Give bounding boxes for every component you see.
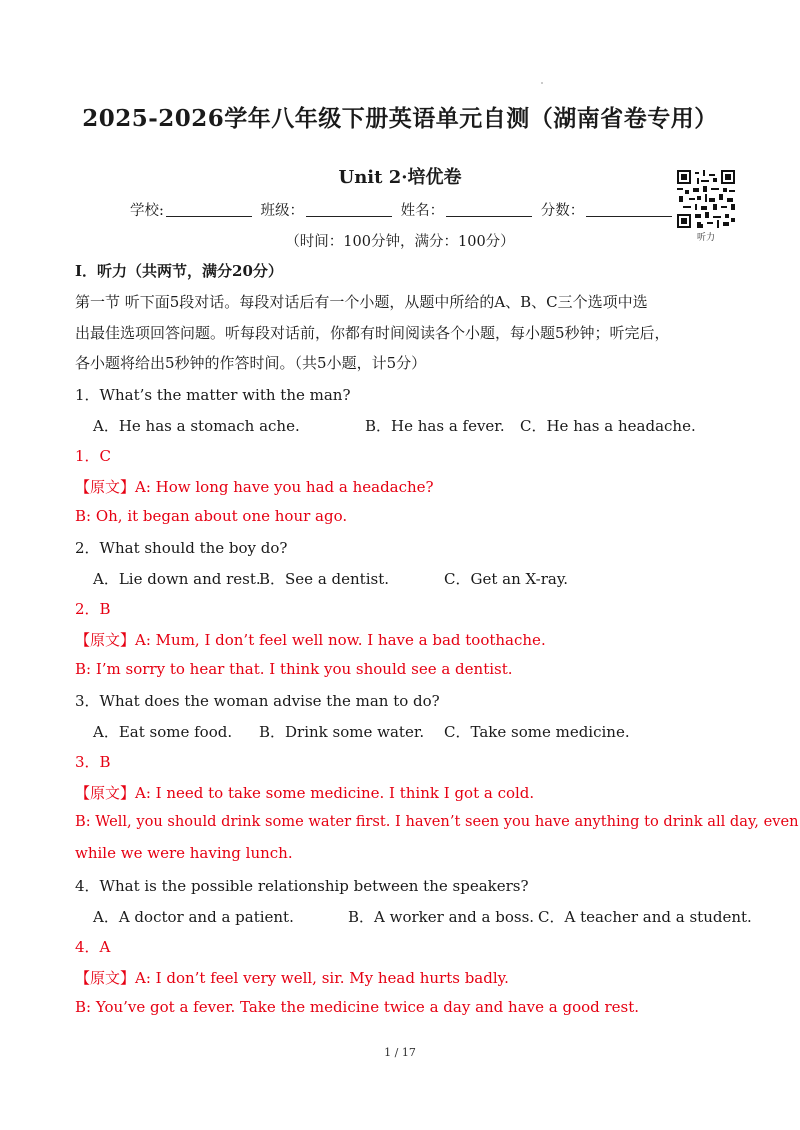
section-heading: I．听力（共两节，满分20分） (75, 262, 283, 280)
q4-option-b: B．A worker and a boss. (348, 908, 535, 926)
q1-transcript-line (75, 476, 434, 497)
intro-line: 各小题将给出5秒钟的作答时间。（共5小题，计5分） (75, 354, 427, 372)
q2-option-b: B．See a dentist. (259, 570, 389, 588)
q2-transcript-line: B: I’m sorry to hear that. I think you should see a dentist. (75, 660, 513, 678)
school-label: 学校: (130, 203, 164, 219)
time-note: （时间：100分钟，满分：100分） (285, 234, 515, 250)
q1-option-b: B．He has a fever. (365, 417, 505, 435)
question-4: 4．What is the possible relationship between the speakers? (75, 877, 529, 895)
transcript-tag: 【原文】 (75, 784, 136, 802)
transcript-text: A: Mum, I don’t feel well now. I have a bad toothache. (135, 631, 546, 649)
q3-option-a: A．Eat some food. (93, 723, 233, 741)
school-blank (166, 216, 252, 217)
transcript-text: A: I need to take some medicine. I think I got a cold. (135, 784, 535, 802)
name-label: 姓名： (400, 203, 445, 219)
q3-answer: 3．B (75, 753, 111, 771)
question-3: 3．What does the woman advise the man to do? (75, 692, 440, 710)
transcript-text: A: I don’t feel very well, sir. My head hurts badly. (135, 969, 509, 987)
q2-option-a: A．Lie down and rest. (93, 570, 261, 588)
transcript-tag: 【原文】 (75, 969, 136, 987)
unit-subtitle: Unit 2·培优卷 (338, 167, 462, 188)
q1-answer: 1．C (75, 447, 112, 465)
score-label: 分数： (540, 203, 585, 219)
score-blank (586, 216, 672, 217)
q3-transcript-line: while we were having lunch. (75, 844, 293, 862)
transcript-tag: 【原文】 (75, 478, 136, 496)
speck (541, 82, 543, 84)
q1-option-c: C．He has a headache. (520, 417, 696, 435)
q2-option-c: C．Get an X-ray. (444, 570, 569, 588)
q3-transcript-line (75, 782, 534, 803)
qr-code-icon[interactable] (677, 170, 735, 228)
page-title: 2025-2026学年八年级下册英语单元自测（湖南省卷专用） (82, 105, 718, 132)
q3-option-b: B．Drink some water. (259, 723, 425, 741)
q3-option-c: C．Take some medicine. (444, 723, 630, 741)
q4-transcript-line: B: You’ve got a fever. Take the medicine twice a day and have a good rest. (75, 998, 640, 1016)
q4-answer: 4．A (75, 938, 111, 956)
intro-line: 第一节 听下面5段对话。每段对话后有一个小题，从题中所给的A、B、C三个选项中选 (75, 293, 648, 311)
q3-transcript-line: B: Well, you should drink some water first. I haven’t seen you have anything to drink all day, even (75, 813, 799, 830)
intro-line: 出最佳选项回答问题。听每段对话前，你都有时间阅读各个小题，每小题5秒钟；听完后， (75, 324, 670, 342)
q1-option-a: A．He has a stomach ache. (93, 417, 300, 435)
q4-transcript-line (75, 967, 509, 988)
q1-transcript-line: B: Oh, it began about one hour ago. (75, 507, 348, 525)
class-label: 班级： (260, 203, 304, 219)
q4-option-c: C．A teacher and a student. (538, 908, 752, 926)
q2-transcript-line (75, 629, 546, 650)
class-blank (306, 216, 392, 217)
qr-caption: 听力 (696, 233, 715, 243)
student-info-line (130, 199, 676, 220)
q4-option-a: A．A doctor and a patient. (93, 908, 294, 926)
question-1: 1．What’s the matter with the man? (75, 386, 351, 404)
transcript-tag: 【原文】 (75, 631, 136, 649)
name-blank (446, 216, 532, 217)
question-2: 2．What should the boy do? (75, 539, 288, 557)
transcript-text: A: How long have you had a headache? (135, 478, 434, 496)
page-number: 1 / 17 (384, 1046, 416, 1059)
q2-answer: 2．B (75, 600, 111, 618)
